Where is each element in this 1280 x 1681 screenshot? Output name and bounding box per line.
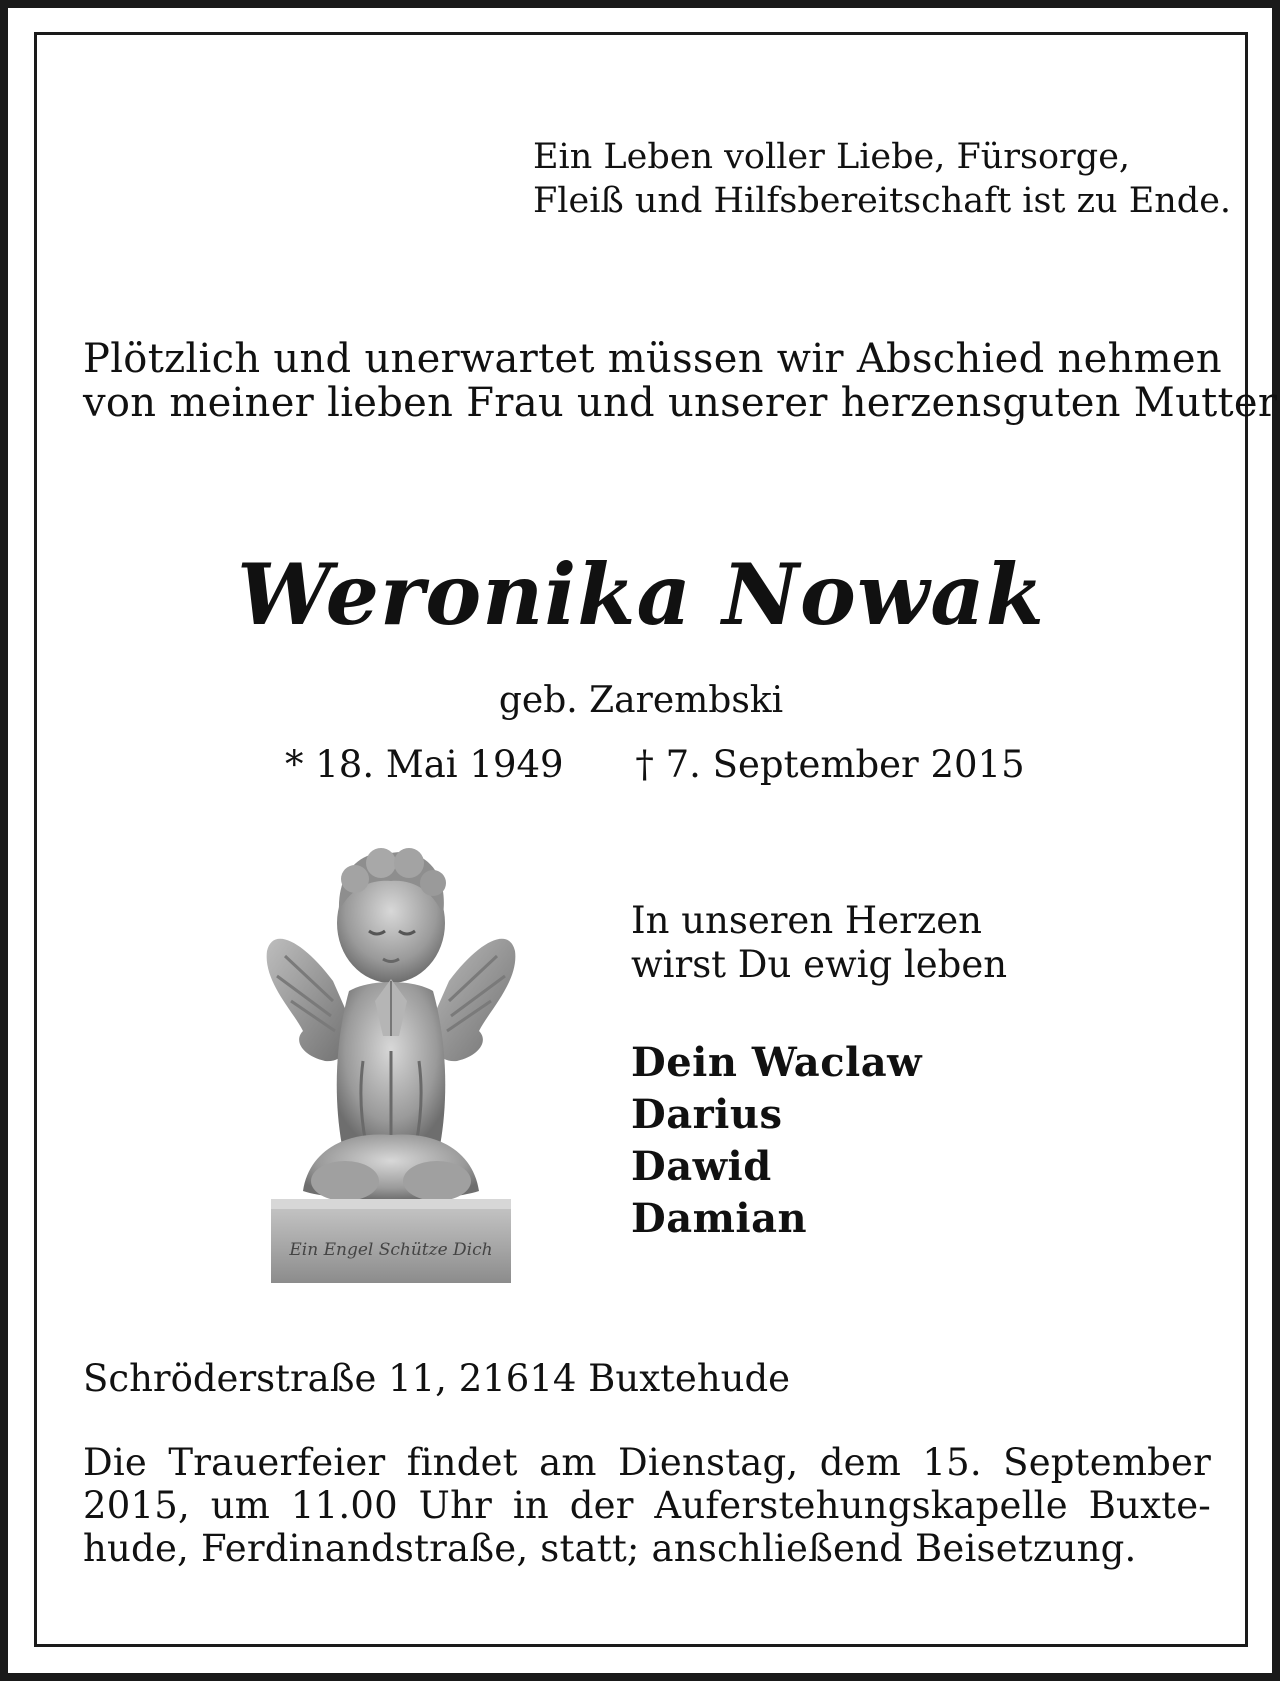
- verse-line: wirst Du ewig leben: [631, 943, 1008, 986]
- mourner-name: Damian: [631, 1195, 808, 1242]
- death-date: † 7. September 2015: [635, 743, 1025, 786]
- service-line: Die Trauerfeier findet am Dienstag, dem 15. September: [83, 1441, 1211, 1484]
- kneeling-angel-figurine-icon: [263, 831, 519, 1293]
- intro-line: von meiner lieben Frau und unserer herzensguten Mutter: [83, 380, 1278, 426]
- mourner-name: Darius: [631, 1091, 783, 1138]
- deceased-name: Weronika Nowak: [237, 545, 1045, 644]
- service-line: 2015, um 11.00 Uhr in der Auferstehungskapelle Buxte-: [83, 1484, 1211, 1527]
- intro-line: Plötzlich und unerwartet müssen wir Abschied nehmen: [83, 336, 1222, 382]
- angel-inscription: Ein Engel Schütze Dich: [289, 1240, 493, 1260]
- motto-line: Ein Leben voller Liebe, Fürsorge,: [533, 137, 1131, 177]
- mourner-name: Dein Waclaw: [631, 1039, 923, 1086]
- motto-line: Fleiß und Hilfsbereitschaft ist zu Ende.: [533, 181, 1232, 221]
- motto: [533, 135, 1231, 223]
- verse-line: In unseren Herzen: [631, 899, 982, 942]
- birth-date: * 18. Mai 1949: [285, 743, 564, 786]
- service-line: hude, Ferdinandstraße, statt; anschließend Beisetzung.: [83, 1527, 1137, 1570]
- intro-text: [83, 336, 1278, 426]
- address: Schröderstraße 11, 21614 Buxtehude: [83, 1357, 791, 1400]
- maiden-name: geb. Zarembski: [498, 680, 784, 721]
- funeral-service-info: [83, 1441, 1211, 1570]
- mourners-list: [631, 1037, 922, 1245]
- life-dates: [285, 743, 1025, 787]
- obituary-inner-frame: [34, 32, 1278, 1647]
- mourner-name: Dawid: [631, 1143, 772, 1190]
- verse: [631, 899, 1007, 987]
